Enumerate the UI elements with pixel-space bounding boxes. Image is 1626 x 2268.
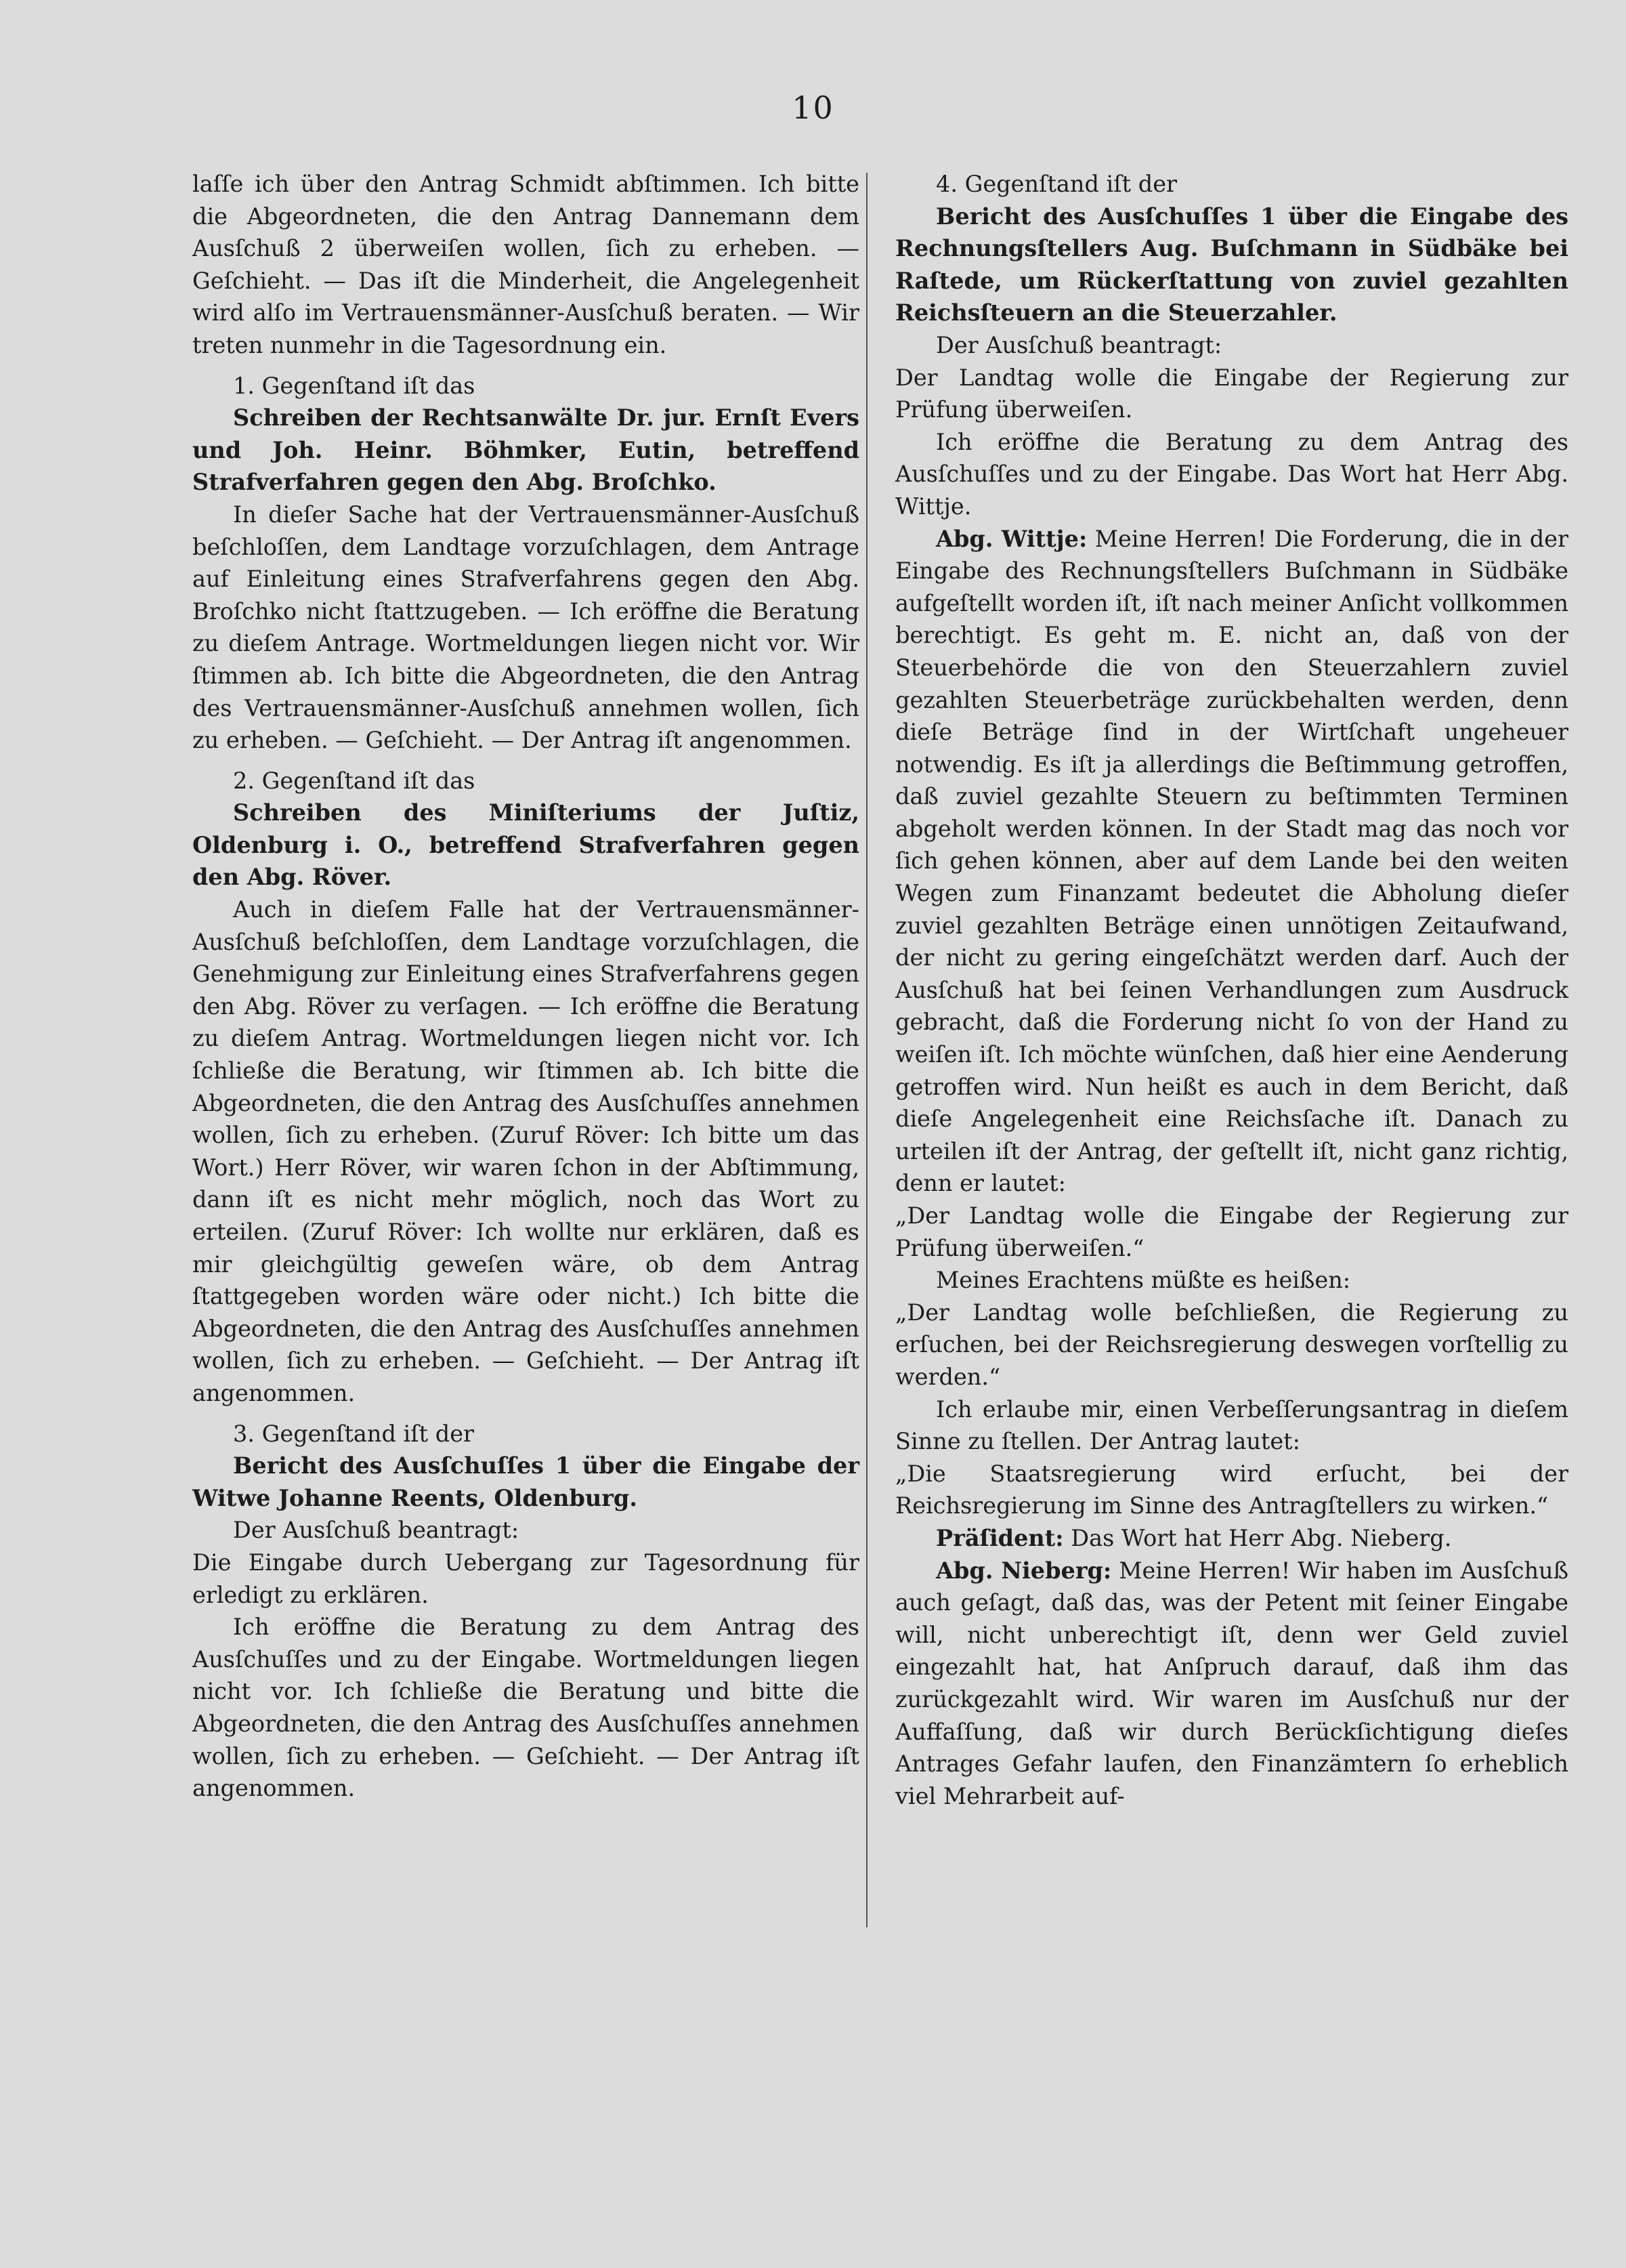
- speech-wittje: [895, 523, 1568, 1200]
- paragraph: Ich eröffne die Beratung zu dem Antrag des Ausſchuſſes und zu der Eingabe. Wortmeldungen liegen nicht vor. Ich ſchließe die Beratung und bitte die Abgeordneten, die den Antrag des Ausſchuſſes annehmen wollen, ſich zu erheben. — Geſchieht. — Der Antrag iſt angenommen.: [192, 1614, 859, 1802]
- paragraph: laſſe ich über den Antrag Schmidt abſtimmen. Ich bitte die Abgeordneten, die den Antrag Dannemann dem Ausſchuß 2 überweiſen wollen, ſich zu erheben. — Geſchieht. — Das iſt die Minderheit, die Angelegenheit wird alſo im Vertrauensmänner-Ausſchuß beraten. — Wir treten nunmehr in die Tagesordnung ein.: [192, 171, 859, 358]
- agenda-item-heading: Schreiben der Rechtsanwälte Dr. jur. Ernſt Evers und Joh. Heinr. Böhmker, Eutin, betreffend Strafverfahren gegen den Abg. Broſchko.: [192, 404, 859, 496]
- agenda-item-label: 4. Gegenſtand iſt der: [936, 171, 1178, 197]
- paragraph: Auch in dieſem Falle hat der Vertrauensmänner-Ausſchuß beſchloſſen, dem Landtage vorzuſchlagen, die Genehmigung zur Einleitung eines Strafverfahrens gegen den Abg. Röver zu verſagen. — Ich eröffne die Beratung zu dieſem Antrag. Wortmeldungen liegen nicht vor. Ich ſchließe die Beratung, wir ſtimmen ab. Ich bitte die Abgeordneten, die den Antrag des Ausſchuſſes annehmen wollen, ſich zu erheben. (Zuruf Röver: Ich bitte um das Wort.) Herr Röver, wir waren ſchon in der Abſtimmung, dann iſt es nicht mehr möglich, noch das Wort zu erteilen. (Zuruf Röver: Ich wollte nur erklären, daß es mir gleichgültig geweſen wäre, ob dem Antrag ſtattgegeben worden wäre oder nicht.) Ich bitte die Abgeordneten, die den Antrag des Ausſchuſſes annehmen wollen, ſich zu erheben. — Geſchieht. — Der Antrag iſt angenommen.: [192, 896, 859, 1406]
- speech-text: Meine Herren! Wir haben im Ausſchuß auch geſagt, daß das, was der Petent mit ſeiner Eingabe will, nicht unberechtigt iſt, denn wer Geld zuviel eingezahlt hat, hat Anſpruch darauf, daß ihm das zurückgezahlt wird. Wir waren im Ausſchuß nur der Auffaſſung, daß wir durch Berückſichtigung dieſes Antrages Gefahr laufen, den Finanzämtern ſo erheblich viel Mehrarbeit auf-: [895, 1557, 1568, 1809]
- paragraph: Ich eröffne die Beratung zu dem Antrag des Ausſchuſſes und zu der Eingabe. Das Wort hat Herr Abg. Wittje.: [895, 428, 1568, 520]
- committee-proposal-label: Der Ausſchuß beantragt:: [233, 1517, 519, 1544]
- speaker-name: Abg. Wittje:: [936, 525, 1088, 552]
- committee-motion: Die Eingabe durch Uebergang zur Tagesordnung für erledigt zu erklären.: [192, 1549, 859, 1608]
- right-column: [895, 168, 1568, 1812]
- page-number: 10: [792, 89, 834, 126]
- speaker-name: Abg. Nieberg:: [936, 1557, 1112, 1584]
- agenda-item-heading: Bericht des Ausſchuſſes 1 über die Eingabe des Rechnungsſtellers Aug. Buſchmann in Südbäke bei Raſtede, um Rückerſtattung von zuviel gezahlten Reichsſteuern an die Steuerzahler.: [895, 203, 1568, 327]
- speaker-name: Präſident:: [936, 1524, 1064, 1551]
- speech-text: Das Wort hat Herr Abg. Nieberg.: [1071, 1524, 1452, 1551]
- paragraph: Ich erlaube mir, einen Verbeſſerungsantrag in dieſem Sinne zu ſtellen. Der Antrag lautet:: [895, 1395, 1568, 1455]
- column-divider: [866, 173, 868, 1927]
- left-column: [192, 168, 859, 1805]
- agenda-item-label: 2. Gegenſtand iſt das: [233, 767, 475, 794]
- agenda-item-label: 1. Gegenſtand iſt das: [233, 372, 475, 399]
- speech-text: Meine Herren! Die Forderung, die in der Eingabe des Rechnungsſtellers Buſchmann in Südbäke aufgeſtellt worden iſt, iſt nach meiner Anſicht vollkommen berechtigt. Es geht m. E. nicht an, daß von der Steuerbehörde die von den Steuerzahlern zuviel gezahlten Steuerbeträge zurückbehalten werden, denn dieſe Beträge ſind in der Wirtſchaft ungeheuer notwendig. Es iſt ja allerdings die Beſtimmung getroffen, daß zuviel gezahlte Steuern zu beſtimmten Terminen abgeholt werden können. In der Stadt mag das noch vor ſich gehen können, aber auf dem Lande bei den weiten Wegen zum Finanzamt bedeutet die Abholung dieſer zuviel gezahlten Beträge einen unnötigen Zeitaufwand, der nicht zu gering eingeſchätzt werden darf. Auch der Ausſchuß hat bei ſeinen Verhandlungen zum Ausdruck gebracht, daß die Forderung nicht ſo von der Hand zu weiſen iſt. Ich möchte wünſchen, daß hier eine Aenderung getroffen wird. Nun heißt es auch in dem Bericht, daß dieſe Angelegenheit eine Reichsſache iſt. Danach zu urteilen iſt der Antrag, der geſtellt iſt, nicht ganz richtig, denn er lautet:: [895, 525, 1568, 1197]
- quoted-motion: „Der Landtag wolle beſchließen, die Regierung zu erſuchen, bei der Reichsregierung deswegen vorſtellig zu werden.“: [895, 1299, 1568, 1390]
- paragraph: In dieſer Sache hat der Vertrauensmänner-Ausſchuß beſchloſſen, dem Landtage vorzuſchlagen, dem Antrage auf Einleitung eines Strafverfahrens gegen den Abg. Broſchko nicht ſtattzugeben. — Ich eröffne die Beratung zu dieſem Antrage. Wortmeldungen liegen nicht vor. Wir ſtimmen ab. Ich bitte die Abgeordneten, die den Antrag des Vertrauensmänner-Ausſchuß annehmen wollen, ſich zu erheben. — Geſchieht. — Der Antrag iſt angenommen.: [192, 501, 859, 754]
- paragraph: Meines Erachtens müßte es heißen:: [936, 1267, 1351, 1294]
- agenda-item-heading: Schreiben des Miniſteriums der Juſtiz, Oldenburg i. O., betreffend Strafverfahren gegen den Abg. Röver.: [192, 799, 859, 891]
- agenda-item-label: 3. Gegenſtand iſt der: [233, 1420, 475, 1447]
- quoted-motion: „Die Staatsregierung wird erſucht, bei der Reichsregierung im Sinne des Antragſtellers zu wirken.“: [895, 1460, 1568, 1519]
- speech-nieberg: [895, 1555, 1568, 1813]
- speech-president: [895, 1522, 1568, 1555]
- committee-motion: Der Landtag wolle die Eingabe der Regierung zur Prüfung überweiſen.: [895, 364, 1568, 423]
- agenda-item-heading: Bericht des Ausſchuſſes 1 über die Eingabe der Witwe Johanne Reents, Oldenburg.: [192, 1452, 859, 1511]
- quoted-motion: „Der Landtag wolle die Eingabe der Regierung zur Prüfung überweiſen.“: [895, 1202, 1568, 1261]
- committee-proposal-label: Der Ausſchuß beantragt:: [936, 331, 1222, 358]
